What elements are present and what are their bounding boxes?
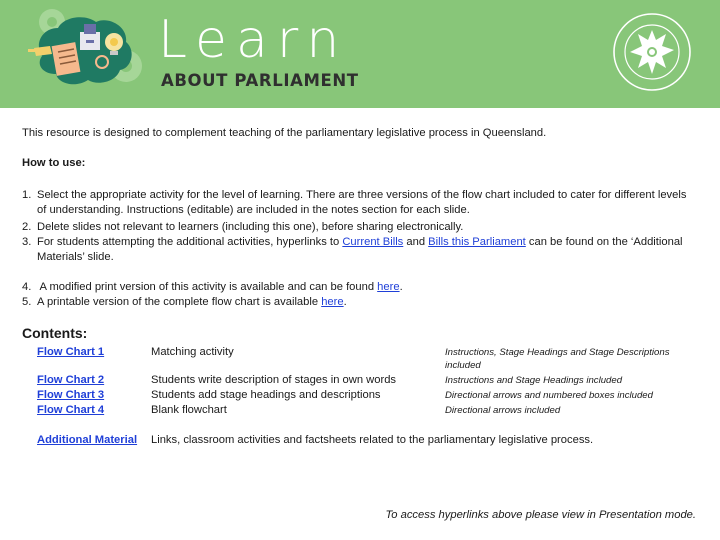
step-text: For students attempting the additional activities, hyperlinks to Current Bills and Bills this Parliament can be found on the ‘Additional Materials’ slide. [37, 236, 683, 263]
flow-chart-2-description: Students write description of stages in own words [151, 374, 397, 386]
flow-chart-2-note: Instructions and Stage Headings included [445, 375, 623, 386]
page-subtitle: ABOUT PARLIAMENT [161, 71, 359, 90]
step-number: 3. [22, 236, 32, 248]
presentation-mode-note: To access hyperlinks above please view in Presentation mode. [385, 509, 696, 521]
step-number: 1. [22, 189, 32, 201]
step-text: Select the appropriate activity for the level of learning. There are three versions of the flow chart included to cater for different levels of understanding. Instructions (editable) are included in the notes section for each slide. [37, 189, 687, 216]
additional-material-description: Links, classroom activities and factsheets related to the parliamentary legislative process. [151, 434, 594, 446]
step-text: Delete slides not relevant to learners (including this one), before sharing electronically. [37, 221, 464, 233]
step-number: 5. [22, 296, 32, 308]
flow-chart-1-note: Instructions, Stage Headings and Stage Descriptions included [445, 347, 670, 371]
step-number: 2. [22, 221, 32, 233]
step-text: A printable version of the complete flow chart is available here. [37, 296, 347, 308]
flow-chart-1-link[interactable]: Flow Chart 1 [37, 346, 105, 358]
header-banner [0, 0, 720, 108]
contents-heading: Contents: [22, 325, 88, 341]
learn-logo-brain-icon [28, 4, 148, 104]
current-bills-link[interactable]: Current Bills [342, 236, 404, 248]
queensland-parliament-seal-icon [612, 12, 692, 92]
flow-chart-3-link[interactable]: Flow Chart 3 [37, 389, 105, 401]
flow-chart-4-note: Directional arrows included [445, 405, 561, 416]
how-to-use-heading: How to use: [22, 157, 86, 169]
additional-material-link[interactable]: Additional Material [37, 434, 138, 446]
intro-text: This resource is designed to complement teaching of the parliamentary legislative process in Queensland. [22, 127, 547, 139]
flow-chart-4-description: Blank flowchart [151, 404, 227, 416]
bills-this-parliament-link[interactable]: Bills this Parliament [428, 236, 526, 248]
printable-flow-chart-link[interactable]: here [321, 296, 344, 308]
flow-chart-1-description: Matching activity [151, 346, 234, 358]
flow-chart-3-description: Students add stage headings and descriptions [151, 389, 381, 401]
step-number: 4. [22, 281, 32, 293]
flow-chart-4-link[interactable]: Flow Chart 4 [37, 404, 105, 416]
step-text: A modified print version of this activity is available and can be found here. [37, 281, 403, 293]
flow-chart-3-note: Directional arrows and numbered boxes included [445, 390, 653, 401]
flow-chart-2-link[interactable]: Flow Chart 2 [37, 374, 105, 386]
modified-print-version-link[interactable]: here [377, 281, 400, 293]
page-title: Learn [158, 10, 349, 70]
